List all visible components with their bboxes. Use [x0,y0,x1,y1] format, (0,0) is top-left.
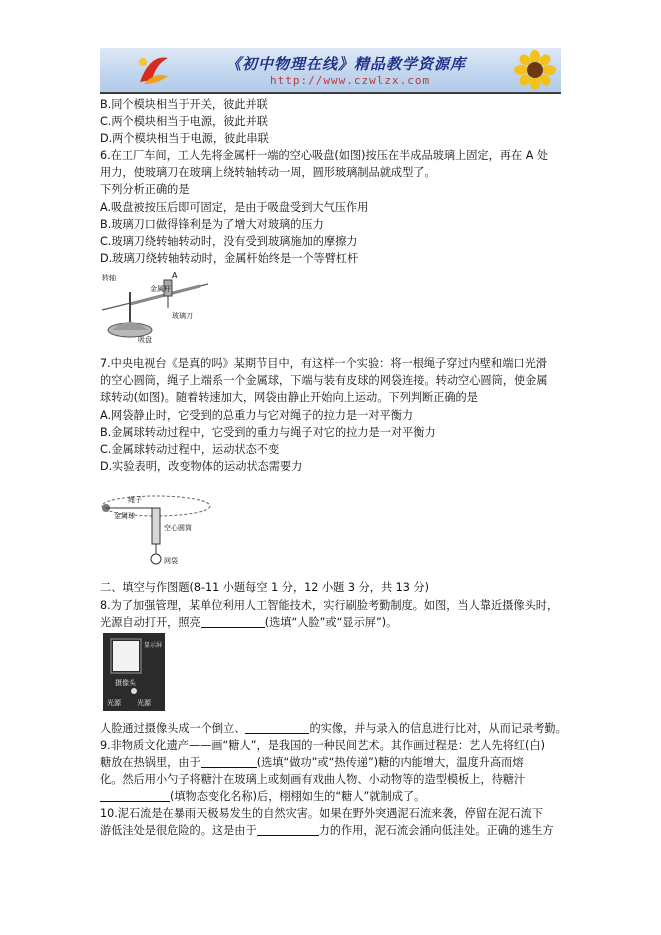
rotating-tube-figure [100,488,220,568]
banner-title: 《初中物理在线》精品教学资源库 [226,55,467,73]
sunflower-icon [513,50,557,90]
figure-label-a: A [172,271,178,280]
q8-line-3 [100,720,567,737]
q8-line-3-part-b: 的实像，并与录入的信息进行比对，从而记录考勤。 [309,722,567,735]
q9-line-4 [100,788,425,805]
q6-option-b: B.玻璃刀口做得锋利是为了增大对玻璃的压力 [100,218,324,231]
figure-label-rope: 绳子 [128,496,142,504]
q9-line-2 [100,754,524,771]
figure-label-cutter: 玻璃刀 [172,312,193,320]
header-banner [100,48,561,93]
q8-blank-1[interactable] [201,615,265,628]
q6-option-a: A.吸盘被按压后即可固定，是由于吸盘受到大气压作用 [100,201,369,214]
q10-line-2 [100,822,554,839]
q7-option-b: B.金属球转动过程中，它受到的重力与绳子对它的拉力是一对平衡力 [100,426,436,439]
q6-stem-line-1: 6.在工厂车间，工人先将金属杆一端的空心吸盘(如图)按压在半成品玻璃上固定，再在 A 处 [100,149,549,162]
q10-line-2-part-b: 力的作用，泥石流会涌向低洼处。正确的逃生方 [318,824,554,837]
q8-blank-2[interactable] [245,721,309,734]
q8-stem-line-1: 8.为了加强管理，某单位利用人工智能技术，实行刷脸考勤制度。如图，当人靠近摄像头时， [100,599,559,612]
figure-label-cup: 吸盘 [138,336,152,344]
logo-icon [134,50,174,90]
figure-label-tube: 空心圆筒 [164,524,192,532]
q7-option-a: A.网袋静止时，它受到的总重力与它对绳子的拉力是一对平衡力 [100,409,414,422]
q8-stem-part-b: (选填“人脸”或“显示屏”)。 [264,616,398,629]
q6-stem-line-2: 用力，使玻璃刀在玻璃上绕转轴转动一周，圆形玻璃制品就成型了。 [100,166,436,179]
q8-stem-part-a: 光源自动打开，照亮 [100,616,201,629]
q5-option-d: D.两个模块相当于电源，彼此串联 [100,132,269,145]
q8-stem-line-2 [100,614,397,631]
q9-blank-2[interactable] [100,789,170,802]
banner-url: http://www.czwlzx.com [270,74,431,87]
q6-prompt: 下列分析正确的是 [100,183,190,196]
figure-label-ball: 金属球 [114,512,135,520]
q7-stem-line-3: 球转动(如图)。随着转速加大，网袋由静止开始向上运动。下列判断正确的是 [100,391,478,404]
q10-line-2-part-a: 游低洼处是很危险的。这是由于 [100,824,257,837]
figure-label-camera: 摄像头 [115,679,136,687]
face-recognition-figure [103,633,165,711]
q6-option-c: C.玻璃刀绕转轴转动时，没有受到玻璃施加的摩擦力 [100,235,358,248]
figure-label-shaft: 转轴 [102,274,116,282]
q5-option-c: C.两个模块相当于电源，彼此并联 [100,115,268,128]
glass-cutter-figure [100,270,210,344]
figure-label-screen: 显示屏 [144,642,163,649]
section-2-heading: 二、填空与作图题(8-11 小题每空 1 分，12 小题 3 分，共 13 分) [100,581,430,594]
q7-option-c: C.金属球转动过程中，运动状态不变 [100,443,280,456]
q9-line-4-part-b: (填物态变化名称)后，栩栩如生的“糖人”就制成了。 [170,790,426,803]
q9-line-2-part-a: 糖放在热锅里，由于 [100,756,201,769]
header-rule [100,93,561,94]
q10-line-1: 10.泥石流是在暴雨天极易发生的自然灾害。如果在野外突遇泥石流来袭，停留在泥石流下 [100,807,543,820]
figure-label-light-left: 光源 [107,699,121,707]
figure-label-bag: 网袋 [164,557,178,565]
q9-line-3: 化。然后用小勺子将糖汁在玻璃上或刻画有戏曲人物、小动物等的造型模板上，待糖汁 [100,773,526,786]
q9-blank-1[interactable] [201,755,257,768]
q10-blank-1[interactable] [257,823,319,836]
q6-option-d: D.玻璃刀绕转轴转动时，金属杆始终是一个等臂杠杆 [100,252,359,265]
q8-line-3-part-a: 人脸通过摄像头成一个倒立、 [100,722,246,735]
figure-label-rod: 金属杆 [150,285,171,293]
q7-option-d: D.实验表明，改变物体的运动状态需要力 [100,460,303,473]
q5-option-b: B.同个模块相当于开关，彼此并联 [100,98,268,111]
q7-stem-line-1: 7.中央电视台《是真的吗》某期节目中，有这样一个实验：将一根绳子穿过内壁和端口光滑 [100,357,547,370]
q9-line-1: 9.非物质文化遗产——画“糖人”，是我国的一种民间艺术。其作画过程是：艺人先将红(白) [100,739,545,752]
q7-stem-line-2: 的空心圆筒，绳子上端系一个金属球，下端与装有皮球的网袋连接。转动空心圆筒，使金属 [100,374,548,387]
figure-label-light-right: 光源 [137,699,151,707]
q9-line-2-part-b: (选填“做功”或“热传递”)糖的内能增大，温度升高而熔 [256,756,524,769]
